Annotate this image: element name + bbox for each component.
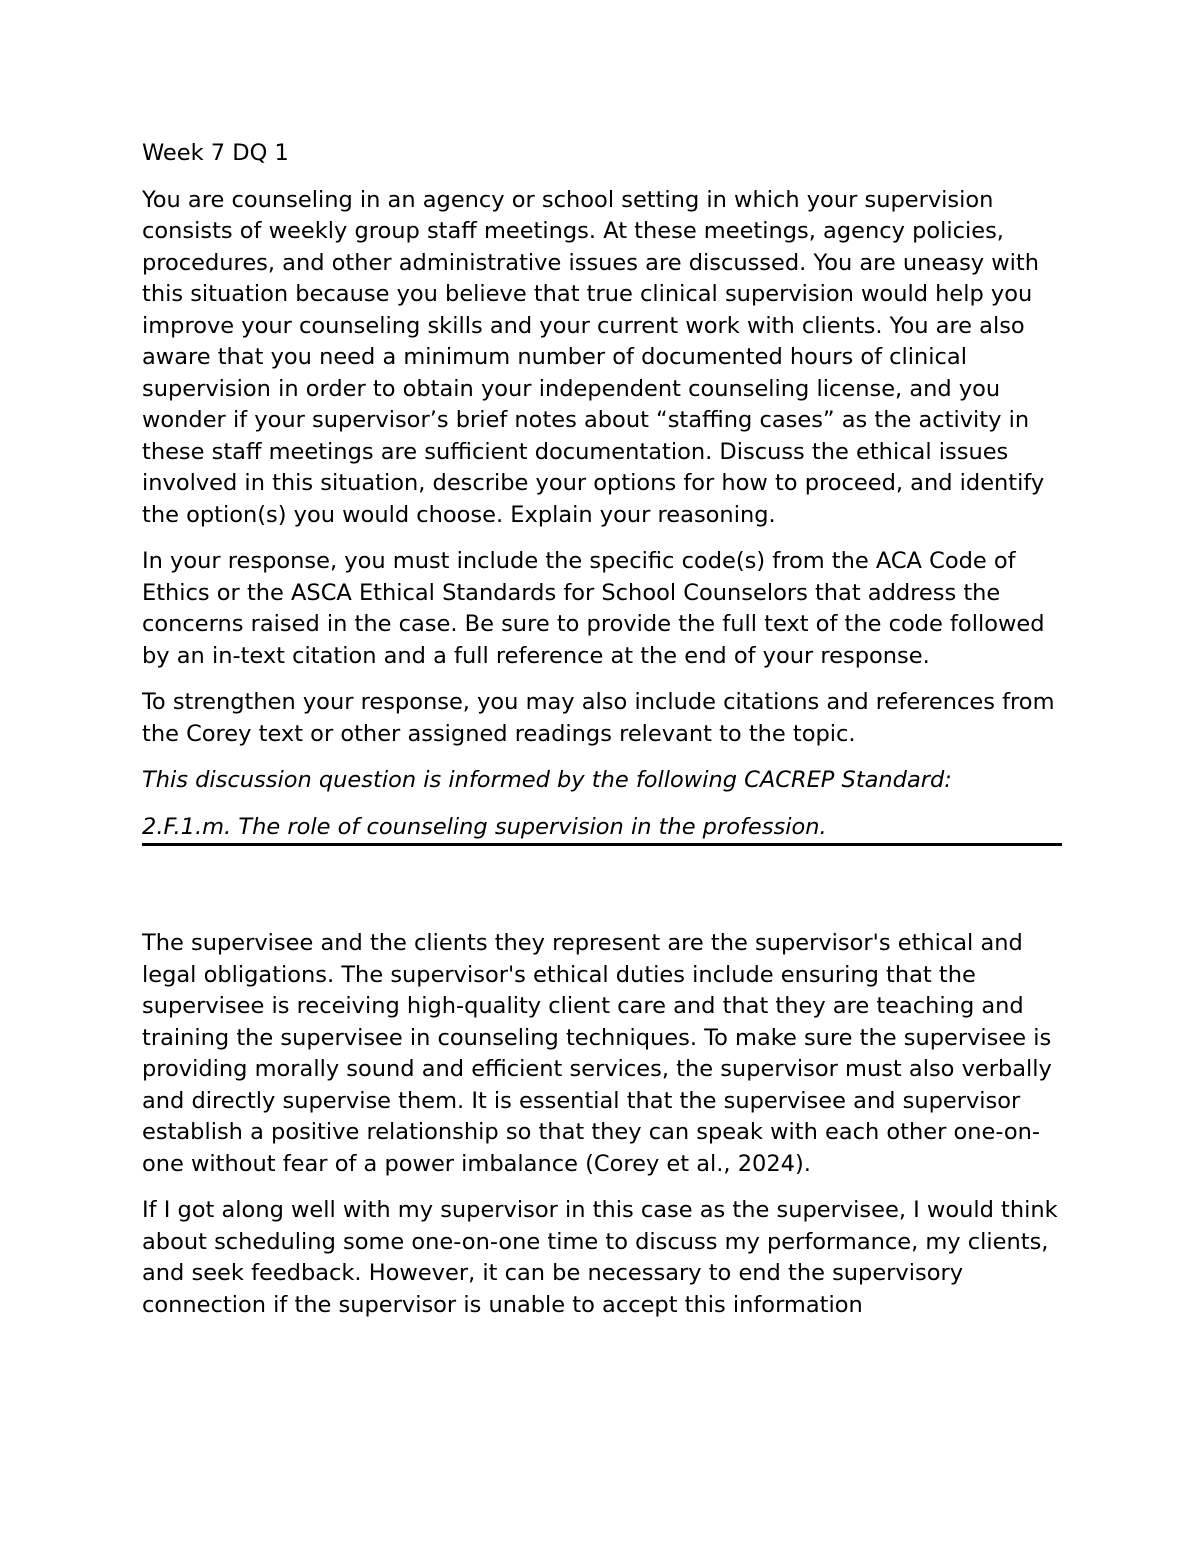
standard-text: 2.F.1.m. The role of counseling supervision in the profession.	[142, 812, 1062, 847]
document-title: Week 7 DQ 1	[142, 140, 289, 166]
section-gap	[142, 861, 1062, 928]
standard-intro: This discussion question is informed by the following CACREP Standard:	[142, 767, 952, 793]
response-paragraph: If I got along well with my supervisor in this case as the supervisee, I would think about scheduling some one-on-one time to discuss my performance, my clients, and seek feedback. However, it can be necessary to end the supervisory connection if the supervisor is unable to accept this information	[142, 1197, 1058, 1318]
prompt-paragraph: To strengthen your response, you may also include citations and references from the Corey text or other assigned readings relevant to the topic.	[142, 689, 1055, 747]
prompt-paragraph: In your response, you must include the specific code(s) from the ACA Code of Ethics or the ASCA Ethical Standards for School Counselors that address the concerns raised in the case. Be sure to provide the full text of the code followed by an in-text citation and a full reference at the end of your response.	[142, 548, 1045, 669]
prompt-paragraph: You are counseling in an agency or school setting in which your supervision consists of weekly group staff meetings. At these meetings, agency policies, procedures, and other administrative issues are discussed. You are uneasy with this situation because you believe that true clinical supervision would help you improve your counseling skills and your current work with clients. You are also aware that you need a minimum number of documented hours of clinical supervision in order to obtain your independent counseling license, and you wonder if your supervisor’s brief notes about “staffing cases” as the activity in these staff meetings are sufficient documentation. Discuss the ethical issues involved in this situation, describe your options for how to proceed, and identify the option(s) you would choose. Explain your reasoning.	[142, 186, 1045, 528]
response-paragraph: The supervisee and the clients they represent are the supervisor's ethical and legal obligations. The supervisor's ethical duties include ensuring that the supervisee is receiving high-quality client care and that they are teaching and training the supervisee in counseling techniques. To make sure the supervisee is providing morally sound and efficient services, the supervisor must also verbally and directly supervise them. It is essential that the supervisee and supervisor establish a positive relationship so that they can speak with each other one-on-one without fear of a power imbalance (Corey et al., 2024).	[142, 930, 1052, 1177]
document-page	[142, 138, 1062, 1336]
